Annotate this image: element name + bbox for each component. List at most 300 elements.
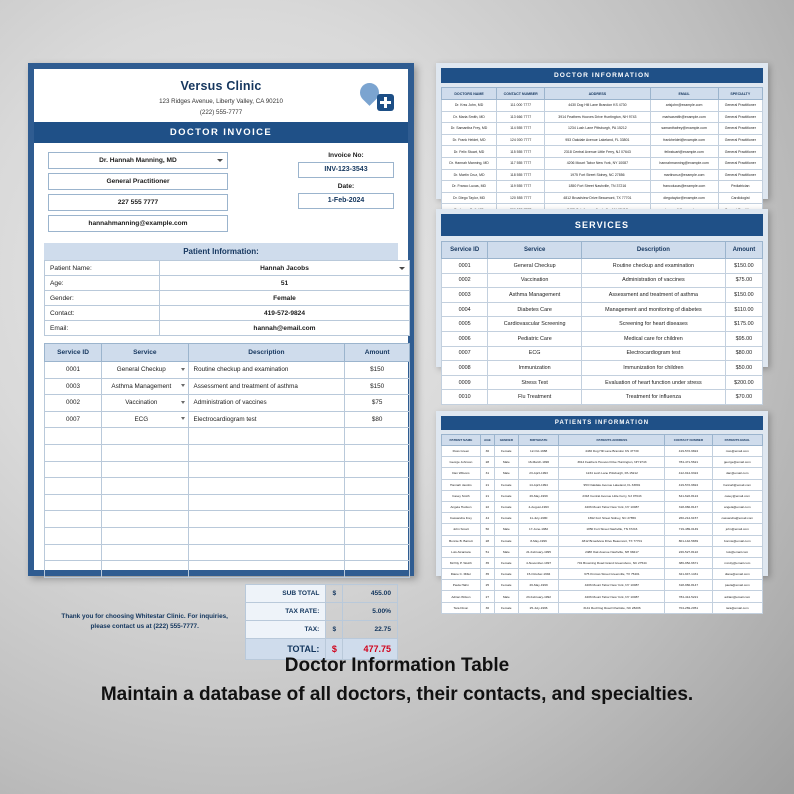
table-cell: $95.00 bbox=[725, 331, 762, 346]
table-cell: john@email.com bbox=[712, 524, 762, 535]
cell-amount: $80 bbox=[345, 411, 410, 428]
table-cell: 641-622-8124 bbox=[665, 490, 712, 501]
table-cell: 0010 bbox=[442, 390, 488, 405]
cell-empty bbox=[102, 544, 188, 561]
table-cell: samanthafrey@example.com bbox=[650, 123, 718, 135]
table-row bbox=[442, 346, 763, 361]
table-cell: 0001 bbox=[442, 259, 488, 274]
patients-information-table bbox=[441, 434, 763, 614]
column-header: GENDER bbox=[494, 435, 518, 446]
table-row-empty bbox=[45, 511, 410, 528]
table-cell: 4206 Mount Tabor New York, NY 10087 bbox=[559, 501, 665, 512]
total-label: SUB TOTAL bbox=[246, 584, 326, 602]
table-cell: 23-April-1993 bbox=[518, 468, 559, 479]
invoice-no-value: INV-123-3543 bbox=[298, 162, 394, 178]
doctor-phone-field: 227 555 7777 bbox=[48, 194, 228, 211]
table-cell: 21 bbox=[480, 490, 494, 501]
table-row bbox=[442, 375, 763, 390]
patient-field-value: hannah@email.com bbox=[160, 321, 410, 336]
table-cell: martincruz@example.com bbox=[650, 169, 718, 181]
table-row bbox=[442, 490, 763, 501]
cell-empty bbox=[45, 511, 102, 528]
table-header-row bbox=[442, 435, 763, 446]
table-cell: frankheldet@example.com bbox=[650, 134, 718, 146]
table-cell: Female bbox=[494, 602, 518, 613]
table-cell: Dr. Krss John, MD bbox=[442, 100, 497, 112]
table-cell: $200.00 bbox=[725, 375, 762, 390]
table-cell: ECG bbox=[488, 346, 582, 361]
table-cell: 115 555 7777 bbox=[497, 146, 545, 158]
table-cell: 0005 bbox=[442, 317, 488, 332]
table-cell: george@email.com bbox=[712, 457, 762, 468]
table-cell: 26-May-1999 bbox=[518, 580, 559, 591]
table-row bbox=[442, 468, 763, 479]
table-row bbox=[442, 513, 763, 524]
cell-amount: $75 bbox=[345, 395, 410, 412]
patient-field-label: Age: bbox=[45, 276, 160, 291]
cell-service-id: 0001 bbox=[45, 362, 102, 379]
table-cell: $70.00 bbox=[725, 390, 762, 405]
table-row bbox=[45, 261, 410, 276]
table-row bbox=[45, 395, 410, 412]
cell-service-id: 0002 bbox=[45, 395, 102, 412]
table-row bbox=[45, 291, 410, 306]
table-cell: John Smart bbox=[442, 524, 481, 535]
table-cell: cassandra@email.com bbox=[712, 513, 762, 524]
table-cell: 1850 Fort Street Nashville, TN 37216 bbox=[559, 524, 665, 535]
table-cell: ross@email.com bbox=[712, 446, 762, 457]
cell-empty bbox=[188, 478, 345, 495]
table-cell: 4430 Dog Hill Lane Brandon KS 4730 bbox=[545, 100, 650, 112]
cell-empty bbox=[102, 444, 188, 461]
caption-block bbox=[0, 655, 794, 706]
column-header: Service ID bbox=[442, 242, 488, 259]
cell-empty bbox=[102, 561, 188, 578]
table-cell: casey@email.com bbox=[712, 490, 762, 501]
cell-empty bbox=[188, 544, 345, 561]
table-cell: 14-April-1994 bbox=[518, 479, 559, 490]
cell-empty bbox=[102, 511, 188, 528]
table-cell: Evaluation of heart function under stress bbox=[581, 375, 725, 390]
table-cell: 25 bbox=[480, 580, 494, 591]
table-cell: Pediatric Care bbox=[488, 331, 582, 346]
table-cell: 8-May-1996 bbox=[518, 535, 559, 546]
table-cell: 26-May-1999 bbox=[518, 490, 559, 501]
table-cell: 801-142-5839 bbox=[665, 535, 712, 546]
table-cell: 3914 Feathers Hooves Drive Huntington, NH 9743 bbox=[559, 457, 665, 468]
patient-field-value[interactable]: Hannah Jacobs bbox=[160, 261, 410, 276]
doctor-invoice-card bbox=[28, 63, 414, 654]
column-header: DOCTORS NAME bbox=[442, 88, 497, 100]
total-value: 22.75 bbox=[343, 620, 398, 638]
cell-service-id: 0003 bbox=[45, 378, 102, 395]
column-header: Description bbox=[581, 242, 725, 259]
table-cell: paula@email.com bbox=[712, 580, 762, 591]
table-row bbox=[45, 306, 410, 321]
table-cell: Immunization bbox=[488, 361, 582, 376]
table-cell: Routine checkup and examination bbox=[581, 259, 725, 274]
table-cell: Administration of vaccines bbox=[581, 273, 725, 288]
invoice-no-label: Invoice No: bbox=[328, 152, 364, 159]
cell-empty bbox=[345, 444, 410, 461]
cell-service[interactable]: Asthma Management bbox=[102, 378, 188, 395]
table-row bbox=[442, 123, 763, 135]
table-cell: felixstuart@example.com bbox=[650, 146, 718, 158]
table-cell: Electrocardiogram test bbox=[581, 346, 725, 361]
table-cell: diane@email.com bbox=[712, 569, 762, 580]
table-row bbox=[442, 479, 763, 490]
table-cell: mcvity@email.com bbox=[712, 557, 762, 568]
table-cell: General Practitioner bbox=[718, 157, 762, 169]
table-cell: 35 bbox=[480, 557, 494, 568]
table-cell: General Checkup bbox=[488, 259, 582, 274]
table-cell: Male bbox=[494, 591, 518, 602]
invoice-body bbox=[34, 69, 408, 654]
patient-field-label: Gender: bbox=[45, 291, 160, 306]
table-cell: Hannah Jacobs bbox=[442, 479, 481, 490]
table-cell: 4-August-1993 bbox=[518, 501, 559, 512]
column-header: SPECIALTY bbox=[718, 88, 762, 100]
table-cell: Casey Smith bbox=[442, 490, 481, 501]
table-cell: 2488 Oak Avenue Nashville, NH 98417 bbox=[559, 546, 665, 557]
table-cell: 15-October-1994 bbox=[518, 569, 559, 580]
cell-description: Routine checkup and examination bbox=[188, 362, 345, 379]
table-row bbox=[45, 378, 410, 395]
table-cell: francolucas@example.com bbox=[650, 181, 718, 193]
table-cell: 419-572-9824 bbox=[665, 446, 712, 457]
cell-empty bbox=[188, 444, 345, 461]
table-cell: 27 bbox=[480, 591, 494, 602]
table-cell: 953 Oakdale Avenue Lakeland, FL 33801 bbox=[545, 134, 650, 146]
cell-empty bbox=[102, 494, 188, 511]
caption-line-2: Maintain a database of all doctors, their contacts, and specialties. bbox=[100, 684, 694, 705]
column-header: AGE bbox=[480, 435, 494, 446]
table-cell: 0008 bbox=[442, 361, 488, 376]
patient-field-value: 419-572-9824 bbox=[160, 306, 410, 321]
totals-row bbox=[246, 602, 398, 620]
total-value: 455.00 bbox=[343, 584, 398, 602]
table-cell: Diabetes Care bbox=[488, 302, 582, 317]
table-cell: Male bbox=[494, 468, 518, 479]
invoice-date-label: Date: bbox=[337, 183, 355, 190]
table-row bbox=[442, 288, 763, 303]
cell-amount: $150 bbox=[345, 378, 410, 395]
table-cell: 0003 bbox=[442, 288, 488, 303]
table-cell: 11-July-1980 bbox=[518, 513, 559, 524]
cell-empty bbox=[102, 461, 188, 478]
cell-empty bbox=[45, 544, 102, 561]
table-cell: 701 Browning Road Grand Greensboro, NC 27544 bbox=[559, 557, 665, 568]
table-cell: George Johnson bbox=[442, 457, 481, 468]
table-cell: Cassandra Frey bbox=[442, 513, 481, 524]
table-row-empty bbox=[45, 444, 410, 461]
cell-empty bbox=[45, 444, 102, 461]
table-cell: Tara Dixon bbox=[442, 602, 481, 613]
cell-empty bbox=[102, 478, 188, 495]
table-cell: $175.00 bbox=[725, 317, 762, 332]
table-cell: Dan Wilsons bbox=[442, 468, 481, 479]
table-row-empty bbox=[45, 561, 410, 578]
table-row bbox=[442, 557, 763, 568]
table-cell: 25-July-1996 bbox=[518, 602, 559, 613]
table-cell: 4-November-1997 bbox=[518, 557, 559, 568]
table-cell: dan@email.com bbox=[712, 468, 762, 479]
cell-service[interactable]: Vaccination bbox=[102, 395, 188, 412]
total-label: TAX: bbox=[246, 620, 326, 638]
column-header: PATIENTS EMAIL bbox=[712, 435, 762, 446]
table-cell: 412-914-9324 bbox=[665, 468, 712, 479]
column-header: Amount bbox=[725, 242, 762, 259]
total-currency bbox=[326, 602, 343, 620]
column-header: Service bbox=[488, 242, 582, 259]
cell-empty bbox=[188, 527, 345, 544]
cell-service[interactable]: ECG bbox=[102, 411, 188, 428]
table-cell: 51 bbox=[480, 546, 494, 557]
table-cell: Female bbox=[494, 513, 518, 524]
table-cell: 1692 Fort Street Sidney, NC 27856 bbox=[559, 513, 665, 524]
invoice-title: DOCTOR INVOICE bbox=[34, 122, 408, 143]
invoice-date-value: 1-Feb-2024 bbox=[298, 193, 394, 209]
table-cell: $150.00 bbox=[725, 259, 762, 274]
table-cell: 120 555 7777 bbox=[497, 192, 545, 204]
column-header: CONTACT NUMBER bbox=[665, 435, 712, 446]
table-cell: Treatment for influenza bbox=[581, 390, 725, 405]
table-header-row bbox=[45, 344, 410, 362]
cell-service[interactable]: General Checkup bbox=[102, 362, 188, 379]
invoice-meta-row bbox=[34, 143, 408, 240]
cell-empty bbox=[45, 461, 102, 478]
table-cell: Vaccination bbox=[488, 273, 582, 288]
table-row bbox=[442, 569, 763, 580]
table-cell: 111 000 7777 bbox=[497, 100, 545, 112]
patients-panel-title: PATIENTS INFORMATION bbox=[441, 416, 763, 430]
table-cell: 4206 Mount Tabor New York, NY 10087 bbox=[559, 580, 665, 591]
table-row bbox=[45, 321, 410, 336]
cell-empty bbox=[45, 428, 102, 445]
table-cell: Dr. Martin Cruz, MD bbox=[442, 169, 497, 181]
table-cell: 113 666 7777 bbox=[497, 111, 545, 123]
table-cell: 0006 bbox=[442, 331, 488, 346]
table-row bbox=[442, 273, 763, 288]
table-row bbox=[442, 302, 763, 317]
table-row bbox=[442, 524, 763, 535]
table-cell: 4206 Mount Tabor New York, NY 10087 bbox=[559, 591, 665, 602]
cell-empty bbox=[102, 527, 188, 544]
table-row bbox=[45, 276, 410, 291]
patient-field-label: Email: bbox=[45, 321, 160, 336]
table-cell: bonnie@email.com bbox=[712, 535, 762, 546]
clinic-address: 123 Ridges Avenue, Liberty Valley, CA 90210 bbox=[159, 98, 283, 105]
patients-information-panel bbox=[436, 411, 768, 610]
patient-info-title: Patient Information: bbox=[44, 243, 398, 260]
clinic-name: Versus Clinic bbox=[180, 79, 262, 93]
invoice-footer bbox=[44, 584, 398, 660]
table-cell: 4430 Dog Hill Lane Brandon KS 47730 bbox=[559, 446, 665, 457]
table-cell: 3914 Feathers Hooves Drive Huntington, NH 9743 bbox=[545, 111, 650, 123]
table-cell: Dr. Felix Stuart, MD bbox=[442, 146, 497, 158]
table-cell: 1975 Fort Street Sidney, NC 27856 bbox=[545, 169, 650, 181]
cell-description: Administration of vaccines bbox=[188, 395, 345, 412]
table-cell: Dr. Franco Lucas, MD bbox=[442, 181, 497, 193]
table-cell: Male bbox=[494, 524, 518, 535]
table-cell: 22 bbox=[480, 501, 494, 512]
cell-empty bbox=[188, 428, 345, 445]
table-row bbox=[442, 134, 763, 146]
table-cell: Pediatrician bbox=[718, 181, 762, 193]
table-cell: $50.00 bbox=[725, 361, 762, 376]
table-cell: 4812 Broadview Drive Beaumont, TX 77701 bbox=[545, 192, 650, 204]
cell-empty bbox=[45, 561, 102, 578]
table-cell: 1234 Lush Lane Pittsburgh, PA 15212 bbox=[545, 123, 650, 135]
table-cell: 784-471-5621 bbox=[665, 457, 712, 468]
clinic-identity bbox=[82, 79, 360, 116]
table-cell: 321-947-1431 bbox=[665, 569, 712, 580]
table-cell: tara@email.com bbox=[712, 602, 762, 613]
column-header: PATIENT NAME bbox=[442, 435, 481, 446]
table-cell: 36 bbox=[480, 446, 494, 457]
table-cell: Dr. Frank Heldet, MD bbox=[442, 134, 497, 146]
invoice-header bbox=[34, 69, 408, 122]
table-cell: $75.00 bbox=[725, 273, 762, 288]
cell-empty bbox=[188, 511, 345, 528]
table-row bbox=[442, 446, 763, 457]
table-row-empty bbox=[45, 461, 410, 478]
table-cell: 0007 bbox=[442, 346, 488, 361]
table-row-empty bbox=[45, 494, 410, 511]
table-cell: 118 555 7777 bbox=[497, 169, 545, 181]
column-header: BIRTHDATE bbox=[518, 435, 559, 446]
table-row bbox=[442, 457, 763, 468]
table-cell: 114 555 7777 bbox=[497, 123, 545, 135]
table-cell: Female bbox=[494, 446, 518, 457]
table-cell: 35 bbox=[480, 569, 494, 580]
totals-row bbox=[246, 620, 398, 638]
grand-total-currency: $ bbox=[326, 638, 343, 659]
table-cell: 2318 Central Avenue Little Ferry, NJ 07643 bbox=[559, 490, 665, 501]
col-service-id: Service ID bbox=[45, 344, 102, 362]
table-cell: Female bbox=[494, 501, 518, 512]
table-cell: Screening for heart diseases bbox=[581, 317, 725, 332]
table-cell: General Practitioner bbox=[718, 100, 762, 112]
table-cell: 119 555 7777 bbox=[497, 181, 545, 193]
table-row bbox=[442, 146, 763, 158]
table-cell: 386-952-6671 bbox=[665, 557, 712, 568]
col-service: Service bbox=[102, 344, 188, 362]
clinic-phone: (222) 555-7777 bbox=[199, 109, 243, 116]
doctor-name-select[interactable]: Dr. Hannah Manning, MD bbox=[48, 152, 228, 169]
cell-description: Assessment and treatment of asthma bbox=[188, 378, 345, 395]
patient-info-table bbox=[44, 260, 410, 336]
doctor-email-field: hannahmanning@example.com bbox=[48, 215, 228, 232]
table-cell: 3141 Red Dog Road Charlotte, NC 28206 bbox=[559, 602, 665, 613]
table-row bbox=[442, 259, 763, 274]
table-cell: Female bbox=[494, 479, 518, 490]
cell-amount: $150 bbox=[345, 362, 410, 379]
table-cell: 21-February-1995 bbox=[518, 546, 559, 557]
table-row-empty bbox=[45, 527, 410, 544]
table-header-row bbox=[442, 88, 763, 100]
services-table bbox=[441, 241, 763, 405]
table-cell: Diane C. Miller bbox=[442, 569, 481, 580]
table-row bbox=[442, 591, 763, 602]
table-cell: McVity P. Welch bbox=[442, 557, 481, 568]
table-cell: General Practitioner bbox=[718, 146, 762, 158]
cell-empty bbox=[188, 561, 345, 578]
table-row bbox=[442, 157, 763, 169]
clinic-logo-icon bbox=[360, 81, 394, 111]
table-cell: Dr. Hannah Manning, MD bbox=[442, 157, 497, 169]
table-row bbox=[442, 100, 763, 112]
table-cell: 50 bbox=[480, 524, 494, 535]
col-description: Description bbox=[188, 344, 345, 362]
table-row-empty bbox=[45, 544, 410, 561]
table-cell: Female bbox=[494, 580, 518, 591]
table-row bbox=[45, 362, 410, 379]
caption-line-1: Doctor Information Table bbox=[284, 655, 510, 676]
table-row bbox=[442, 602, 763, 613]
cell-empty bbox=[102, 428, 188, 445]
total-label: TAX RATE: bbox=[246, 602, 326, 620]
table-cell: 117 555 7777 bbox=[497, 157, 545, 169]
table-cell: Medical care for children bbox=[581, 331, 725, 346]
table-cell: 124 000 7777 bbox=[497, 134, 545, 146]
cell-empty bbox=[45, 527, 102, 544]
table-cell: Dr. Diego Taylor, MD bbox=[442, 192, 497, 204]
table-cell: 419-572-9824 bbox=[665, 479, 712, 490]
table-cell: 4206 Mount Tabor New York, NY 10087 bbox=[545, 157, 650, 169]
patient-field-label: Contact: bbox=[45, 306, 160, 321]
table-row bbox=[442, 501, 763, 512]
table-cell: Dr. Samantha Frey, MD bbox=[442, 123, 497, 135]
invoice-number-block bbox=[298, 152, 394, 236]
cell-empty bbox=[345, 478, 410, 495]
cell-service-id: 0007 bbox=[45, 411, 102, 428]
cell-empty bbox=[345, 527, 410, 544]
table-cell: 28 bbox=[480, 535, 494, 546]
table-cell: Male bbox=[494, 546, 518, 557]
table-cell: General Practitioner bbox=[718, 111, 762, 123]
table-cell: General Practitioner bbox=[718, 134, 762, 146]
total-value: 5.00% bbox=[343, 602, 398, 620]
table-cell: 23-February-1992 bbox=[518, 591, 559, 602]
cell-empty bbox=[45, 478, 102, 495]
table-cell: Male bbox=[494, 457, 518, 468]
table-cell: 31 bbox=[480, 468, 494, 479]
table-cell: 318-966-8147 bbox=[665, 580, 712, 591]
services-panel bbox=[436, 209, 768, 401]
cell-empty bbox=[345, 494, 410, 511]
table-cell: 226-527-8122 bbox=[665, 546, 712, 557]
table-cell: Assessment and treatment of asthma bbox=[581, 288, 725, 303]
table-cell: diegotaylor@example.com bbox=[650, 192, 718, 204]
table-row bbox=[442, 580, 763, 591]
table-cell: hannahmanning@example.com bbox=[650, 157, 718, 169]
table-cell: 0009 bbox=[442, 375, 488, 390]
table-row bbox=[442, 192, 763, 204]
table-cell: angela@email.com bbox=[712, 501, 762, 512]
table-row bbox=[442, 111, 763, 123]
column-header: EMAIL bbox=[650, 88, 718, 100]
table-cell: adrian@email.com bbox=[712, 591, 762, 602]
table-cell: Stress Test bbox=[488, 375, 582, 390]
doctor-information-panel bbox=[436, 63, 768, 199]
table-cell: 719-489-0149 bbox=[665, 524, 712, 535]
table-cell: 260-214-6157 bbox=[665, 513, 712, 524]
table-cell: 28 bbox=[480, 457, 494, 468]
table-row bbox=[442, 361, 763, 376]
thank-you-note: Thank you for choosing Whitestar Clinic. For inquiries, please contact us at (222) 555-7777. bbox=[61, 613, 228, 630]
table-cell: Cardiologist bbox=[718, 192, 762, 204]
